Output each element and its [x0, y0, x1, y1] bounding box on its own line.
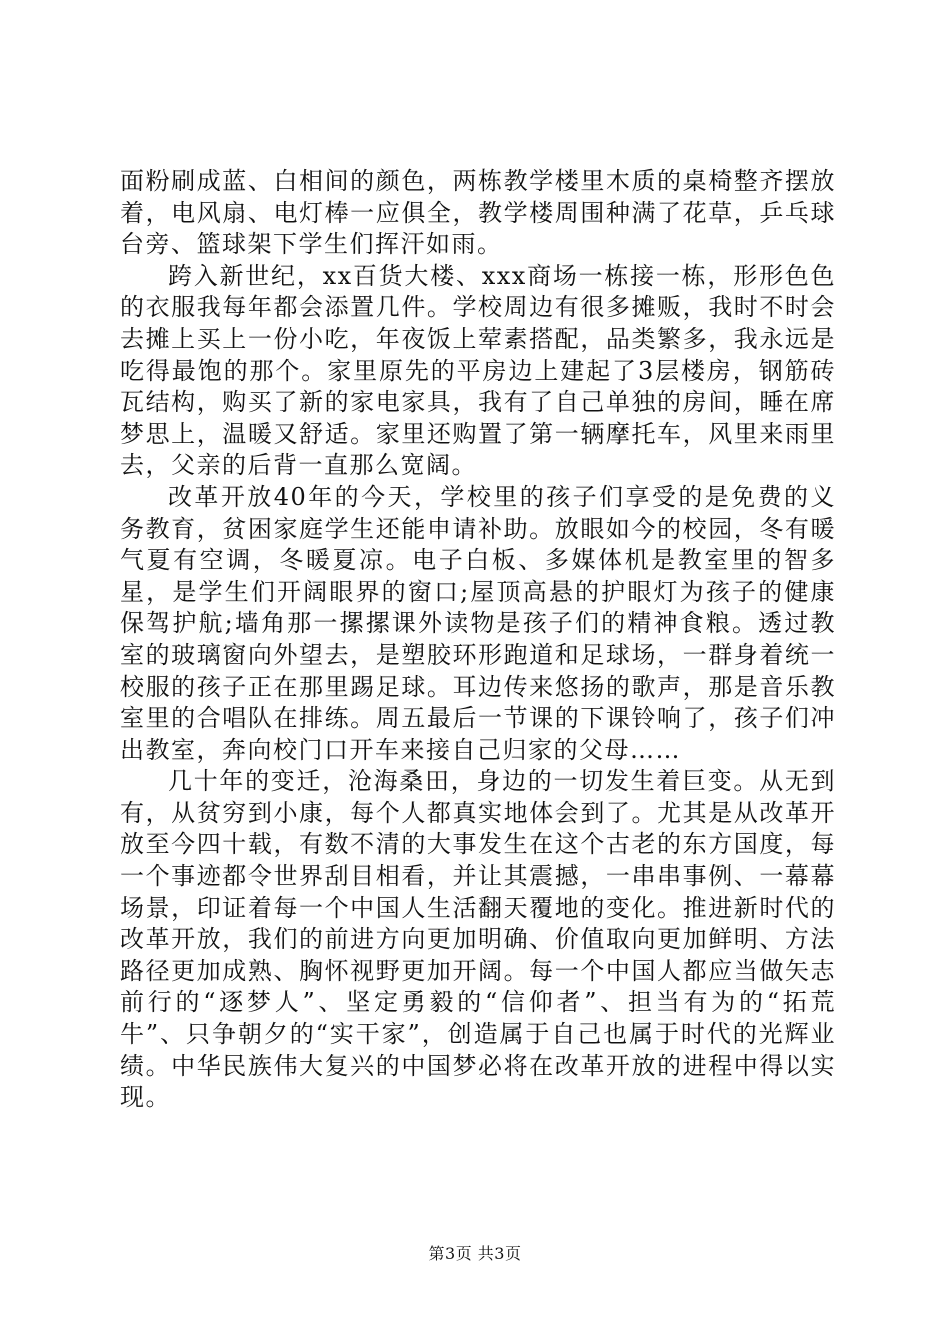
paragraph-continued: 面粉刷成蓝、白相间的颜色，两栋教学楼里木质的桌椅整齐摆放着，电风扇、电灯棒一应俱全，教学楼周围种满了花草，乒乓球台旁、篮球架下学生们挥汗如雨。 — [120, 167, 836, 259]
paragraph-today: 改革开放40年的今天，学校里的孩子们享受的是免费的义务教育，贫困家庭学生还能申请补助。放眼如今的校园，冬有暖气夏有空调，冬暖夏凉。电子白板、多媒体机是教室里的智多星，是学生们开阔眼界的窗口;屋顶高悬的护眼灯为孩子的健康保驾护航;墙角那一摞摞课外读物是孩子们的精神食粮。透过教室的玻璃窗向外望去，是塑胶环形跑道和足球场，一群身着统一校服的孩子正在那里踢足球。耳边传来悠扬的歌声，那是音乐教室里的合唱队在排练。周五最后一节课的下课铃响了，孩子们冲出教室，奔向校门口开车来接自己归家的父母…… — [120, 482, 836, 764]
paragraph-conclusion: 几十年的变迁，沧海桑田，身边的一切发生着巨变。从无到有，从贫穷到小康，每个人都真实地体会到了。尤其是从改革开放至今四十载，有数不清的大事发生在这个古老的东方国度，每一个事迹都令世界刮目相看，并让其震撼，一串串事例、一幕幕场景，印证着每一个中国人生活翻天覆地的变化。推进新时代的改革开放，我们的前进方向更加明确、价值取向更加鲜明、方法路径更加成熟、胸怀视野更加开阔。每一个中国人都应当做矢志前行的“逐梦人”、坚定勇毅的“信仰者”、担当有为的“拓荒牛”、只争朝夕的“实干家”，创造属于自己也属于时代的光辉业绩。中华民族伟大复兴的中国梦必将在改革开放的进程中得以实现。 — [120, 767, 836, 1112]
paragraph-new-century: 跨入新世纪，xx百货大楼、xxx商场一栋接一栋，形形色色的衣服我每年都会添置几件。学校周边有很多摊贩，我时不时会去摊上买上一份小吃，年夜饭上荤素搭配，品类繁多，我永远是吃得最饱的那个。家里原先的平房边上建起了3层楼房，钢筋砖瓦结构，购买了新的家电家具，我有了自己单独的房间，睡在席梦思上，温暖又舒适。家里还购置了第一辆摩托车，风里来雨里去，父亲的后背一直那么宽阔。 — [120, 261, 836, 480]
document-body — [120, 166, 836, 1114]
page-footer: 第3页 共3页 — [428, 1244, 522, 1263]
